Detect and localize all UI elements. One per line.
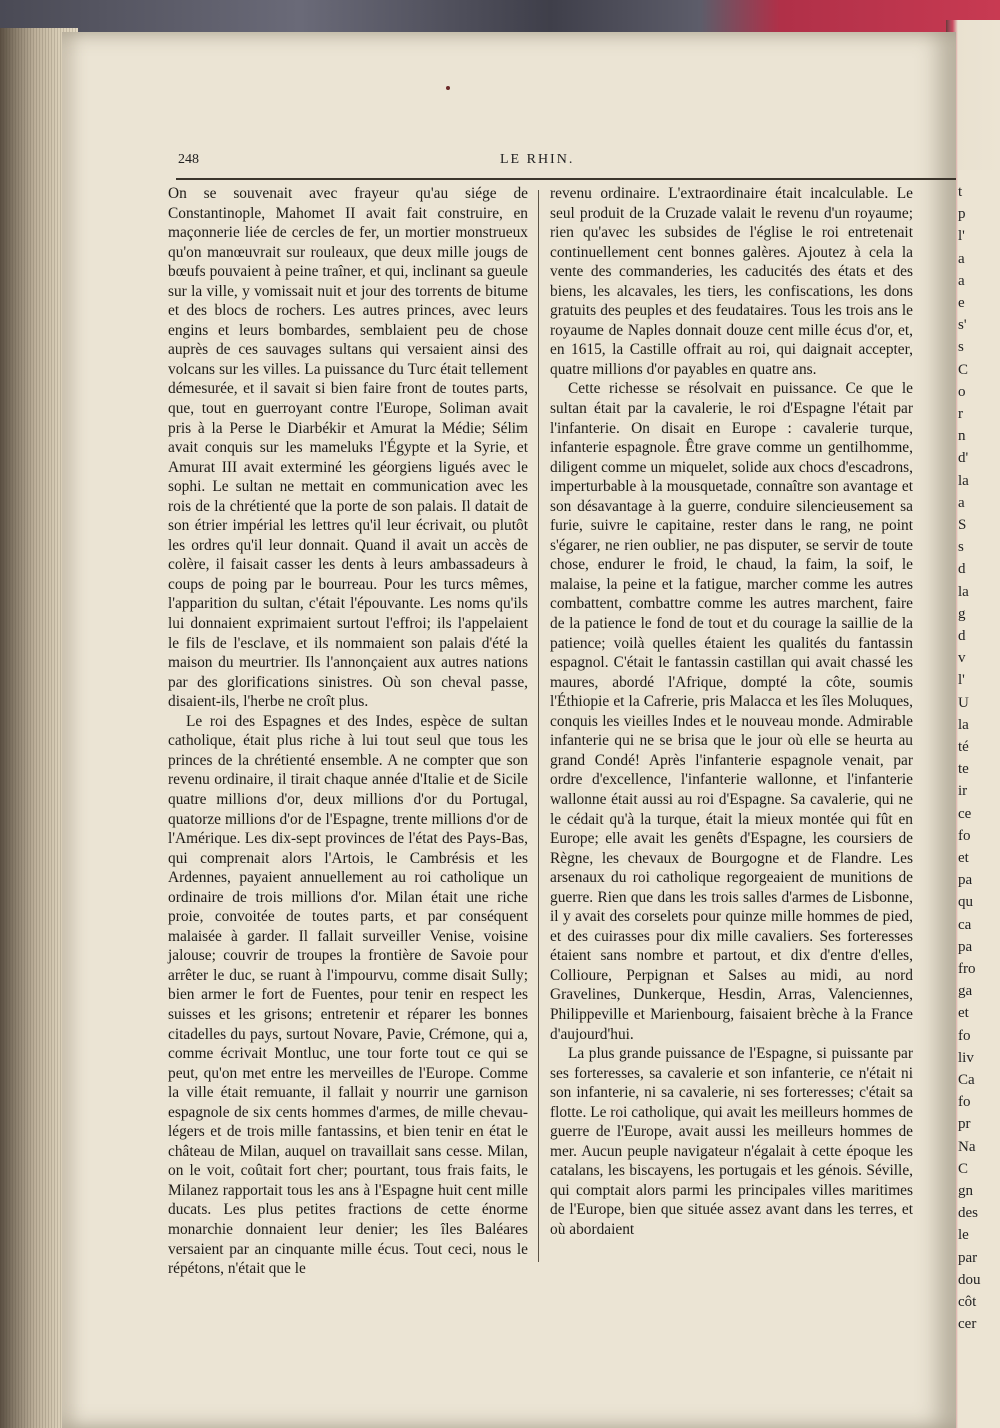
adjacent-page-fragment: té [958,739,969,755]
paragraph: On se souvenait avec frayeur qu'au siége de Constantinople, Mahomet II avait fait construire, en maçonnerie liée de cercles de fer, un mortier monstrueux qu'on manœuvrait sur rouleaux, que deux mille jougs de bœufs pouvaient à peine traîner, et qui, inclinant sa gueule sur la ville, y vomissait nuit et jour des torrents de bitume et des blocs de rochers. Les autres princes, avec leurs engins et leurs bombardes, semblaient peu de chose auprès de ces sauvages sultans qui versaient ainsi des volcans sur les villes. La puissance du Turc était tellement démesurée, et il savait si bien faire front de toutes parts, que, tout en guerroyant contre l'Europe, Soliman avait pris à la Perse le Diarbékir et Amurat la Médie; Sélim avait conquis sur les mameluks l'Égypte et la Syrie, et Amurat III avait exterminé les géorgiens ligués avec le sophi. Le sultan ne mettait en communication avec les rois de la chrétienté que la porte de son palais. Il datait de son étrier impérial les lettres qu'il leur écrivait, ou plutôt les ordres qu'il leur donnait. Quand il avait un accès de colère, il faisait casser les dents à leurs ambassadeurs à coups de poing par le bourreau. Pour les turcs mêmes, l'apparition du sultan, c'était l'épouvante. Les noms qu'ils lui donnaient exprimaient surtout l'effroi; ils l'appelaient le fils de l'esclave, et ils nommaient son palais d'été la maison du meurtrier. Ils l'annonçaient aux autres nations par des glorifications sinistres. Où son cheval passe, disaient-ils, l'herbe ne croît plus. [168,185,528,711]
adjacent-page-fragment: a [958,250,965,267]
adjacent-page-fragment: fo [958,1027,971,1044]
adjacent-page-fragment: te [958,761,969,778]
adjacent-page-fragment: la [958,472,969,489]
adjacent-page-fragment: fo [958,1094,971,1111]
adjacent-page-fragment: ga [958,983,973,1000]
adjacent-page-fragment: pr [958,1116,971,1133]
adjacent-page-fragment: n [958,428,966,445]
adjacent-page-fragment: p [958,206,966,223]
adjacent-page-fragment: s' [958,317,967,334]
paragraph: revenu ordinaire. L'extraordinaire était incalculable. Le seul produit de la Cruzade valait le revenu d'un royaume; rien qu'avec les subsides de l'église le roi entretenait continuellement cent bonnes galères. Ajoutez à cela la vente des commanderies, les caducités des états et des biens, les alcavales, les tiers, les confiscations, les dons gratuits des peuples et des feudataires. Tous les trois ans le royaume de Naples donnait douze cent mille écus d'or, et, en 1615, la Castille offrait au roi, qui daignait accepter, quatre millions d'or payables en quatre ans. [550,185,913,378]
adjacent-page-fragment: e [958,295,965,311]
adjacent-page-fragment: v [958,650,966,667]
adjacent-page-fragment: le [958,1227,969,1244]
adjacent-page-fragment: qu [958,894,973,911]
adjacent-page [958,170,1000,1428]
adjacent-page-fragment: s [958,339,964,356]
adjacent-page-fragment: la [958,583,969,600]
paragraph: Cette richesse se résolvait en puissance. Ce que le sultan était par la cavalerie, le roi d'Espagne l'était par l'infanterie. On disait en Europe : cavalerie turque, infanterie espagnole. Être grave comme un gentilhomme, diligent comme un miquelet, solide aux chocs d'escadrons, imperturbable à la mousquetade, connaître son avantage et son désavantage à la guerre, conduire silencieusement sa furie, suivre le capitaine, rester dans le rang, ne point s'égarer, ne rien oublier, ne pas disputer, se servir de toute chose, endurer le froid, le chaud, la faim, la soif, le malaise, la peine et la fatigue, marcher comme les autres combattent, combattre comme les autres marchent, faire de la patience le fond de tout et du courage la saillie de la patience; voilà quelles étaient les qualités du fantassin espagnol. C'était le fantassin castillan qui avait chassé les maures, abordé l'Afrique, dompté la côte, soumis l'Éthiopie et la Cafrerie, pris Malacca et les îles Moluques, conquis les vieilles Indes et le nouveau monde. Admirable infanterie qui ne se brisa que le jour où elle se heurta au grand Condé! Après l'infanterie espagnole venait, par ordre d'excellence, l'infanterie wallonne, et l'infanterie wallonne était aussi au roi d'Espagne. Sa cavalerie, qui ne le cédait qu'à la turque, était la mieux montée qui fût en Europe; elle avait les genêts d'Espagne, les coursiers de Règne, les chevaux de Bourgogne et de Flandre. Les arsenaux du roi catholique regorgeaient de munitions de guerre. Rien que dans les trois salles d'armes de Lisbonne, il y avait des corselets pour quinze mille hommes de pied, et des cuirasses pour dix mille cavaliers. Ses forteresses étaient sans nombre et partout, et dix d'entre d'elles, Collioure, Perpignan et Salses au midi, au nord Gravelines, Dunkerque, Hesdin, Arras, Valenciennes, Philippeville et Marienbourg, faisaient brèche à la France d'aujourd'hui. [550,380,913,1043]
adjacent-page-fragment: d [958,628,966,644]
adjacent-page-fragment: des [958,1205,978,1222]
paragraph: Le roi des Espagnes et des Indes, espèce de sultan catholique, était plus riche à lui tout seul que tous les princes de la chrétienté ensemble. A ne compter que son revenu ordinaire, il tirait chaque année d'Italie et de Sicile quatre millions d'or, deux millions d'or du Portugal, quatorze millions d'or de l'Espagne, trente millions d'or de l'Amérique. Les dix-sept provinces de l'état des Pays-Bas, qui comprenait alors l'Artois, le Cambrésis et les Ardennes, payaient annuellement au roi catholique un ordinaire de trois millions d'or. Milan était une riche proie, convoitée de toutes parts, et par conséquent malaisée à garder. Il fallait surveiller Venise, voisine jalouse; couvrir de troupes la frontière de Savoie pour arrêter le duc, se ruant à l'impourvu, comme disait Sully; bien armer le fort de Fuentes, pour tenir en respect les suisses et les grisons; entretenir et réparer les bonnes citadelles du pays, surtout Novare, Pavie, Crémone, qui a, comme écrivait Montluc, une tour forte tout ce qui se peut, qu'on met entre les merveilles de l'Europe. Comme la ville était remuante, il fallait y nourrir une garnison espagnole de six cents hommes d'armes, de mille chevau-légers et de trois mille fantassins, et bien tenir en état le château de Milan, auquel on travaillait sans cesse. Milan, on le voit, coûtait fort cher; pourtant, tous frais faits, le Milanez rapportait tous les ans à l'Espagne huit cent mille ducats. Les plus petites fractions de cette énorme monarchie donnaient leur denier; les îles Baléares versaient par an cinquante mille écus. Tout ceci, nous le répétons, n'était que le [168,712,528,1278]
page-number: 248 [178,152,199,167]
adjacent-page-fragment: U [958,694,969,711]
text-column-left [168,184,528,1279]
adjacent-page-fragment: fro [958,961,976,977]
adjacent-page-fragment: o [958,383,966,400]
adjacent-page-fragment: t [958,184,963,200]
adjacent-page-fragment: côt [958,1294,977,1310]
adjacent-page-fragment: S [958,517,967,533]
adjacent-page-fragment: d [958,561,966,578]
paragraph: La plus grande puissance de l'Espagne, si puissante par ses forteresses, sa cavalerie et son infanterie, ce n'était ni son infanterie, ni sa cavalerie, ni ses forteresses; c'était sa flotte. Le roi catholique, qui avait les meilleurs hommes de guerre de l'Europe, avait aussi les meilleurs hommes de mer. Aucun peuple navigateur n'égalait à cette époque les catalans, les biscayens, les portugais et les génois. Séville, qui comptait alors parmi les principales villes maritimes de l'Europe, bien que située assez avant dans les terres, et où abordaient [550,1045,913,1238]
text-column-right [550,184,913,1240]
adjacent-page-fragment: s [958,539,964,556]
book-cover-edge [0,0,1000,32]
adjacent-page-fragment: ce [958,805,972,822]
adjacent-page-fragment: d' [958,450,969,467]
header-rule [176,178,956,180]
adjacent-page-fragment: Na [958,1138,976,1155]
adjacent-page-fragment: Ca [958,1072,975,1088]
adjacent-page-fragment: C [958,361,969,378]
adjacent-page-fragment: ca [958,916,972,933]
adjacent-page-fragment: g [958,605,966,622]
adjacent-page-fragment: r [958,406,963,422]
adjacent-page-fragment: par [958,1249,978,1266]
adjacent-page-fragment: ir [958,783,968,800]
column-divider [538,190,539,1262]
adjacent-page-fragment: l' [958,672,965,689]
adjacent-page-fragment: pa [958,938,973,955]
page-header [150,146,950,170]
adjacent-page-fragment: l' [958,228,965,245]
running-title: LE RHIN. [500,152,575,167]
adjacent-page-fragment: cer [958,1316,977,1333]
adjacent-page-fragment: fo [958,827,971,844]
adjacent-page-fragment: pa [958,872,973,889]
adjacent-page-fragment: et [958,850,969,866]
adjacent-page-fragment: C [958,1160,969,1177]
ink-speck [446,86,450,90]
adjacent-page-fragment: a [958,494,965,511]
adjacent-page-fragment: et [958,1005,969,1022]
adjacent-page-fragment: a [958,272,965,289]
adjacent-page-fragment: liv [958,1049,974,1066]
adjacent-page-fragment: la [958,716,969,733]
adjacent-page-fragment: gn [958,1183,973,1199]
adjacent-page-fragment: dou [958,1271,981,1288]
